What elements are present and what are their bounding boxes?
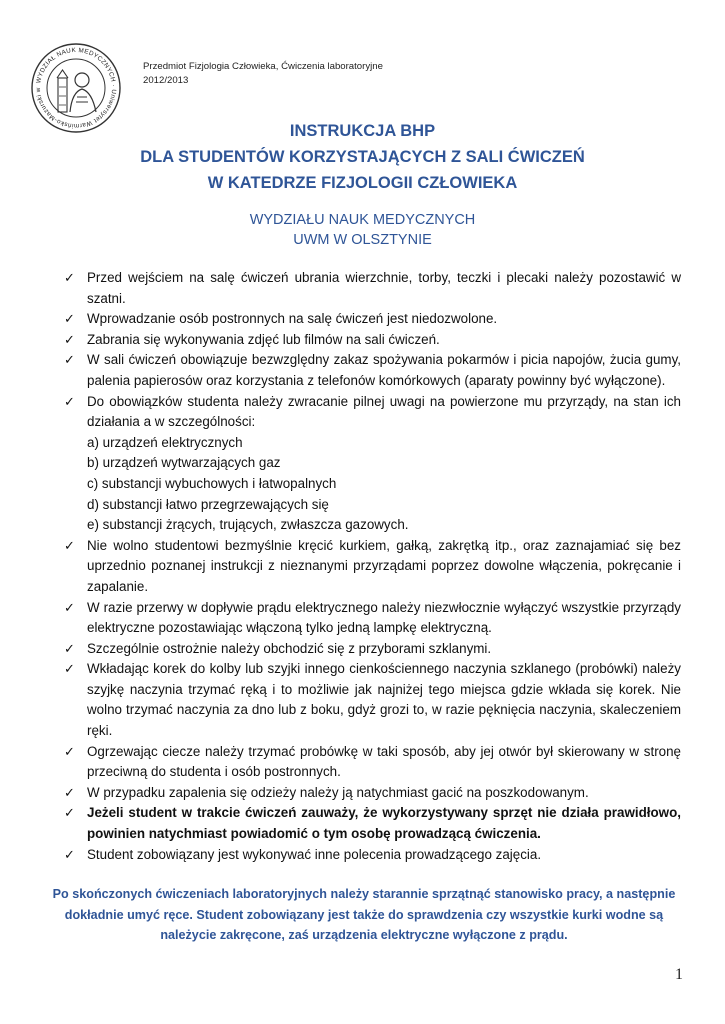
rule-item: [64, 598, 681, 639]
rule-text: Wprowadzanie osób postronnych na salę ćwiczeń jest niedozwolone.: [87, 311, 498, 327]
rule-subitem: b) urządzeń wytwarzających gaz: [87, 455, 281, 471]
title-line-1: INSTRUKCJA BHP: [289, 122, 436, 140]
rule-text: Student zobowiązany jest wykonywać inne polecenia prowadzącego zajęcia.: [87, 846, 542, 862]
rule-item: [64, 639, 681, 660]
rule-text: W przypadku zapalenia się odzieży należy ją natychmiast gacić na poszkodowanym.: [87, 784, 589, 800]
checkmark-icon: ✓: [64, 270, 75, 285]
rule-subitem: a) urządzeń elektrycznych: [87, 434, 243, 450]
checkmark-icon: ✓: [64, 599, 75, 615]
rule-item: [64, 268, 681, 309]
checkmark-icon: ✓: [64, 640, 75, 656]
rule-item: [64, 783, 681, 804]
checkmark-icon: ✓: [64, 784, 75, 800]
closing-instruction: Po skończonych ćwiczeniach laboratoryjnych należy starannie sprzątnąć stanowisko pracy, a następnie dokładnie umyć ręce. Student zobowiązany jest także do sprawdzenia czy wszystkie kurki wodne są należycie zakręcone, zaś urządzenia elektryczne wyłączone z prądu.: [52, 887, 676, 942]
rule-text: W sali ćwiczeń obowiązuje bezwzględny zakaz spożywania pokarmów i picia napojów, żucia gumy, palenia papierosów oraz korzystania z telefonów komórkowych (aparaty powinny być wyłączone).: [87, 352, 681, 388]
rule-text: W razie przerwy w dopływie prądu elektrycznego należy niezwłocznie wyłączyć wszystkie przyrządy elektryczne pozostawiając włączoną tylko jedną lampkę elektryczną.: [87, 599, 681, 636]
academic-year: 2012/2013: [143, 75, 189, 86]
subtitle-line-1: WYDZIAŁU NAUK MEDYCZNYCH: [249, 212, 476, 228]
rule-subitem: d) substancji łatwo przegrzewających się: [87, 496, 329, 512]
checkmark-icon: ✓: [64, 393, 75, 409]
rule-item: [64, 742, 681, 783]
rule-text: Jeżeli student w trakcie ćwiczeń zauważy, że wykorzystywany sprzęt nie działa prawidłowo, powinien natychmiast powiadomić o tym osobę prowadzącą ćwiczenia.: [87, 805, 681, 842]
document-header: [143, 60, 383, 88]
course-line: Przedmiot Fizjologia Człowieka, Ćwiczenia laboratoryjne: [143, 61, 383, 72]
rule-text: Szczególnie ostrożnie należy obchodzić się z przyborami szklanymi.: [87, 640, 492, 656]
rule-item: [64, 392, 681, 536]
checkmark-icon: ✓: [64, 352, 75, 368]
checkmark-icon: ✓: [64, 743, 75, 759]
rule-text: Zabrania się wykonywania zdjęć lub filmów na sali ćwiczeń.: [87, 331, 440, 347]
rule-item: [64, 845, 681, 866]
svg-text:WYDZIAŁ NAUK MEDYCZNYCH · Uniw: WYDZIAŁ NAUK MEDYCZNYCH · Uniwersytet Warmińsko-Mazurski w: [34, 46, 118, 130]
checkmark-icon: ✓: [64, 537, 75, 553]
rule-subitem: c) substancji wybuchowych i łatwopalnych: [87, 475, 337, 491]
document-title: [0, 118, 725, 196]
checkmark-icon: ✓: [64, 331, 75, 347]
rule-item: [64, 330, 681, 351]
subtitle-line-2: UWM W OLSZTYNIE: [293, 232, 432, 248]
checkmark-icon: ✓: [64, 311, 75, 327]
rule-item: [64, 309, 681, 330]
rule-text: Przed wejściem na salę ćwiczeń ubrania wierzchnie, torby, teczki i plecaki należy pozostawić w szatni.: [87, 270, 681, 306]
page-number: 1: [675, 966, 683, 983]
rule-item: [64, 350, 681, 391]
rule-item: [64, 803, 681, 844]
title-line-2: DLA STUDENTÓW KORZYSTAJĄCYCH Z SALI ĆWICZEŃ: [140, 148, 585, 166]
checkmark-icon: ✓: [64, 846, 75, 862]
rule-text: Wkładając korek do kolby lub szyjki innego cienkościennego naczynia szklanego (probówki) należy szyjkę naczynia trzymać ręką i to możliwie jak najniżej tego miejsca gdzie wkłada się korek. Nie wolno trzymać naczynia za dno lub z boku, gdyż grozi to, w razie pęknięcia naczynia, skaleczeniem ręki.: [87, 661, 681, 739]
safety-rules-list: [64, 268, 681, 865]
rule-item: [64, 659, 681, 741]
document-subtitle: [0, 210, 725, 250]
rule-subitem: e) substancji żrących, trujących, zwłaszcza gazowych.: [87, 517, 409, 533]
rule-text: Ogrzewając ciecze należy trzymać probówkę w taki sposób, aby jej otwór był skierowany w stronę przeciwną do studenta i osób postronnych.: [87, 743, 681, 780]
title-line-3: W KATEDRZE FIZJOLOGII CZŁOWIEKA: [207, 174, 518, 192]
rule-item: [64, 536, 681, 598]
checkmark-icon: ✓: [64, 661, 75, 677]
checkmark-icon: ✓: [64, 805, 75, 821]
rule-text: Nie wolno studentowi bezmyślnie kręcić kurkiem, gałką, zakrętką itp., oraz zaznajamiać się bez uprzednio poznanej instrukcji z nieznanymi przyrządami poprzez dowolne włączenia, pokręcanie i zapalanie.: [87, 537, 681, 594]
rule-text: Do obowiązków studenta należy zwracanie pilnej uwagi na powierzone mu przyrządy, na stan ich działania a w szczególności:: [87, 393, 681, 430]
